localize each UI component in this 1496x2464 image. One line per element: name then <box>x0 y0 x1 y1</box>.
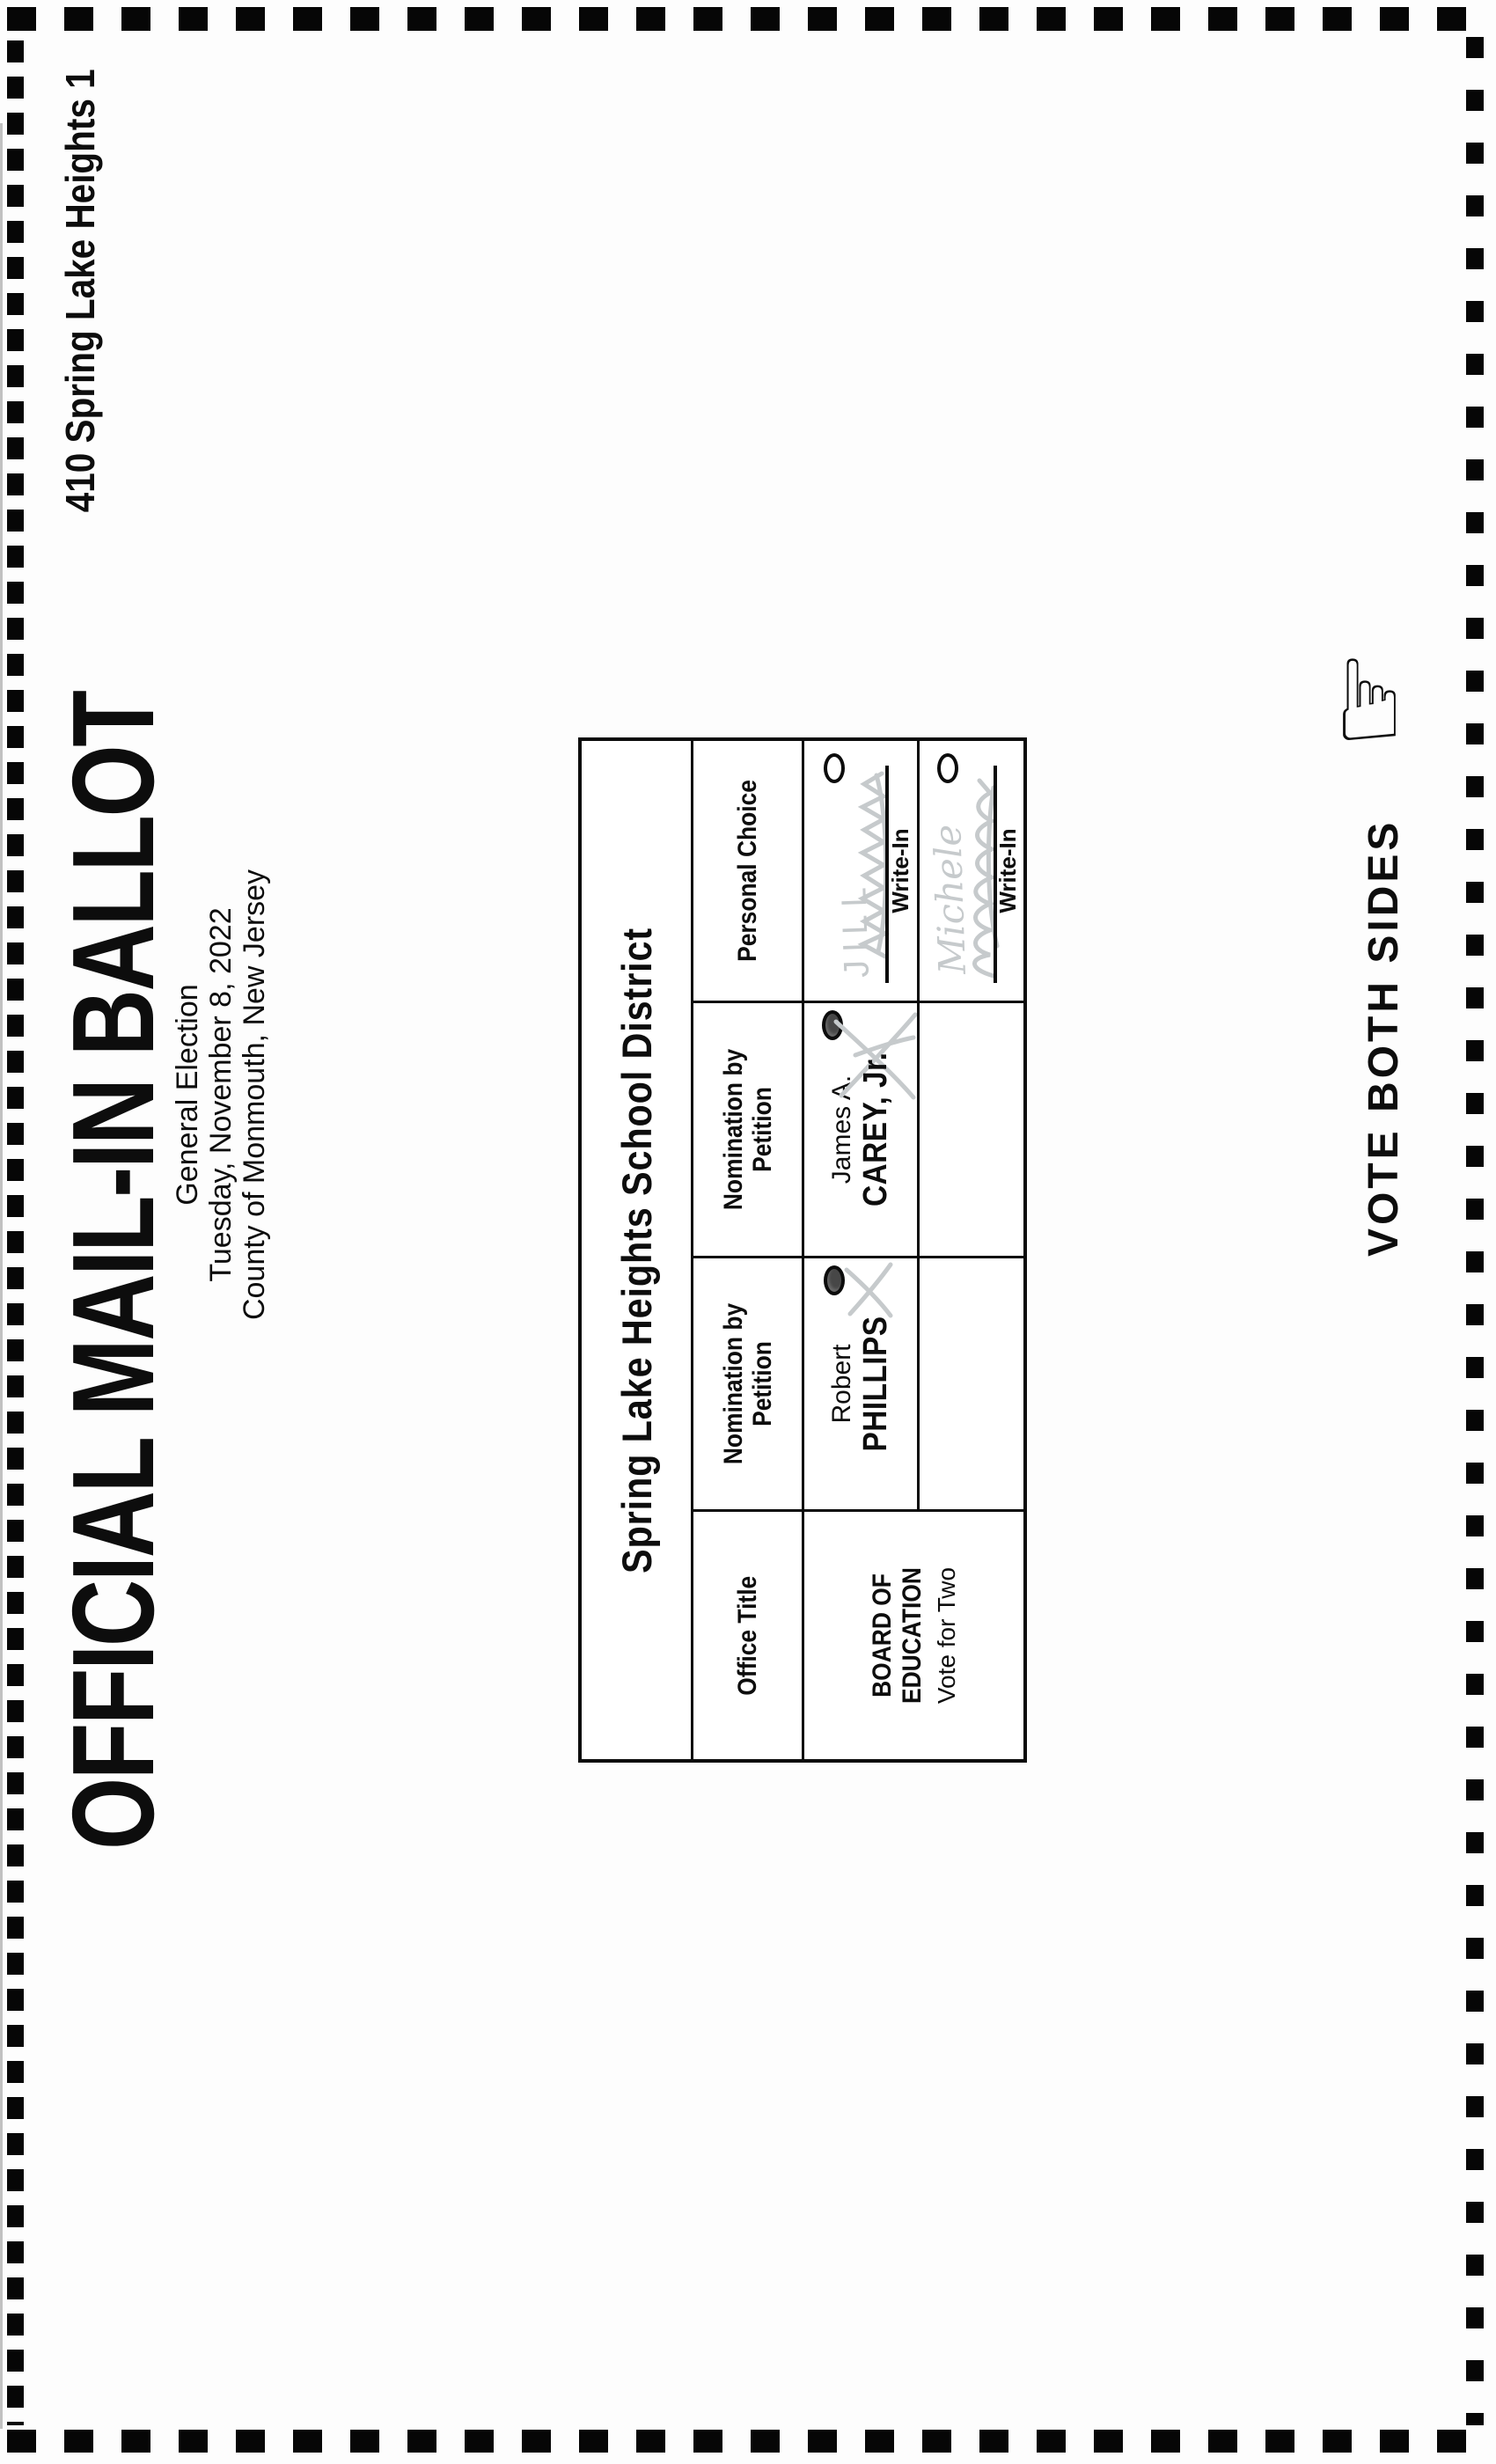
empty-cell-carey-column <box>917 1003 1023 1258</box>
election-info <box>171 869 271 1320</box>
candidate-cell-carey <box>802 1003 917 1258</box>
office-name: BOARD OF EDUCATION <box>867 1567 927 1704</box>
fill-oval-write-in-2[interactable] <box>937 753 958 783</box>
write-in-cell-1[interactable] <box>802 741 917 1003</box>
precinct-label-text: 410 Spring Lake Heights 1 <box>57 69 103 512</box>
column-header-personal-choice: Personal Choice <box>691 741 802 1003</box>
contest-table <box>578 737 1027 1763</box>
empty-cell-phillips-column <box>917 1258 1023 1512</box>
pencil-x-mark-phillips <box>840 1257 897 1323</box>
ballot-title-text: OFFICIAL MAIL-IN BALLOT <box>48 692 178 1850</box>
office-instruction: Vote for Two <box>932 1566 960 1705</box>
candidate-first-name: Robert <box>827 1344 856 1424</box>
handwritten-name-1: JILL <box>834 878 876 979</box>
election-type: General Election <box>171 984 204 1206</box>
election-date: Tuesday, November 8, 2022 <box>204 907 238 1282</box>
pointing-hand-icon: ☞ <box>1303 649 1434 750</box>
office-title-cell <box>802 1512 1023 1759</box>
fill-oval-write-in-1[interactable] <box>824 753 845 783</box>
write-in-label-2: Write-In <box>994 828 1021 913</box>
column-header-nomination-2: Nomination by Petition <box>691 1003 802 1258</box>
column-header-nomination-1: Nomination by Petition <box>691 1258 802 1512</box>
column-header-office: Office Title <box>691 1512 802 1759</box>
candidate-last-name: PHILLIPS <box>857 1316 894 1452</box>
ballot-title <box>48 403 178 1850</box>
election-county: County of Monmouth, New Jersey <box>238 869 271 1321</box>
district-header-cell <box>582 741 691 1759</box>
candidate-last-name: CAREY, Jr. <box>857 1052 894 1207</box>
candidate-first-name: James A. <box>827 1074 856 1184</box>
district-title: Spring Lake Heights School District <box>612 927 660 1573</box>
candidate-cell-phillips <box>802 1258 917 1512</box>
write-in-cell-2[interactable] <box>917 741 1023 1003</box>
write-in-label-1: Write-In <box>887 828 913 913</box>
handwritten-name-2: Michele <box>926 824 974 975</box>
vote-both-sides-instruction: VOTE BOTH SIDES <box>1360 818 1407 1257</box>
